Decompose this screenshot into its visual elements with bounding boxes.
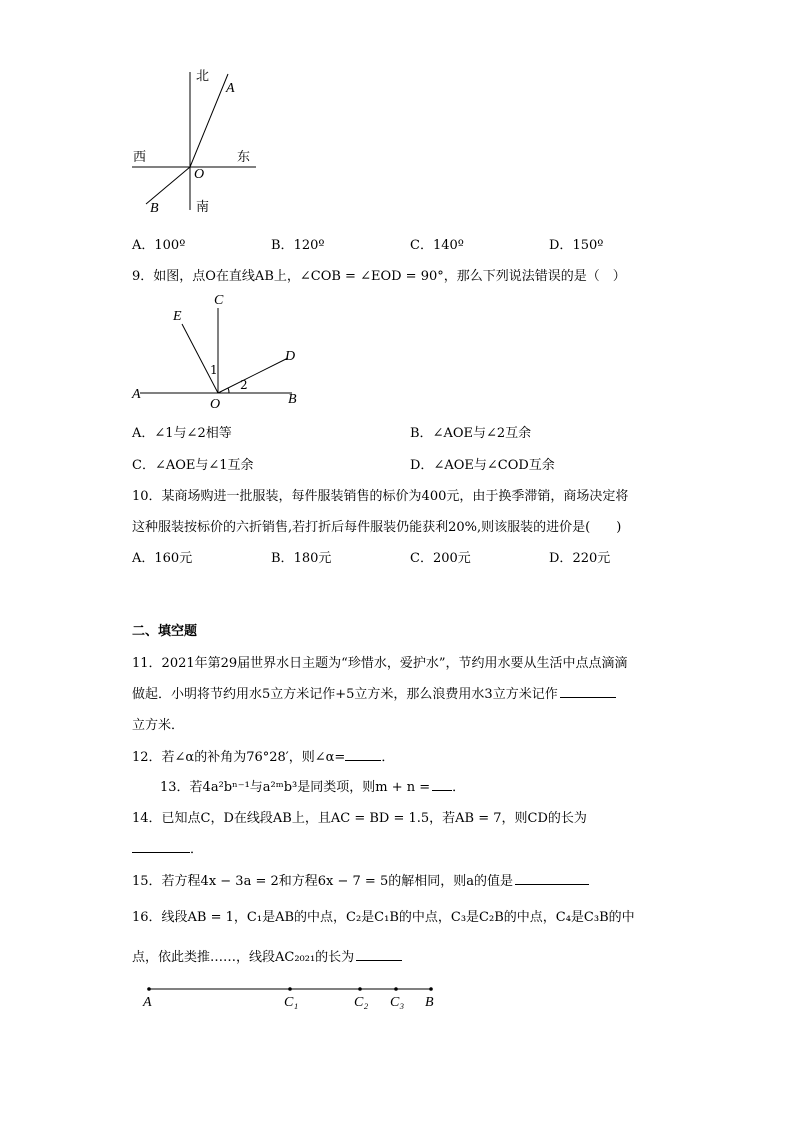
q10-option-a[interactable] bbox=[132, 547, 192, 566]
point-b-label: B bbox=[288, 392, 297, 407]
ray-od bbox=[218, 358, 288, 393]
q9-figure bbox=[130, 288, 310, 413]
option-letter: C． bbox=[410, 238, 433, 253]
q15 bbox=[132, 870, 589, 889]
q14-answer-blank[interactable] bbox=[132, 840, 190, 853]
point-c-label: C bbox=[214, 293, 224, 308]
q8-option-d[interactable] bbox=[549, 234, 603, 253]
q10-option-c[interactable] bbox=[410, 547, 471, 566]
point-c2-dot bbox=[358, 987, 362, 991]
ray-oe bbox=[182, 324, 218, 393]
option-letter: D． bbox=[549, 238, 573, 253]
option-letter: B． bbox=[271, 551, 294, 566]
q16-line-2 bbox=[132, 946, 402, 965]
q12-text: 12．若∠α的补角为76°28′，则∠α= bbox=[132, 750, 346, 765]
option-text: ∠AOE与∠2互余 bbox=[432, 426, 532, 441]
q10-line-2: 这种服装按标价的六折销售,若打折后每件服装仍能获利20%,则该服装的进价是( ) bbox=[132, 520, 622, 535]
option-letter: C． bbox=[410, 551, 433, 566]
q14-period: ． bbox=[190, 842, 204, 857]
angle-2-arc bbox=[228, 388, 229, 393]
option-text: 160元 bbox=[154, 551, 193, 566]
option-text: 200元 bbox=[432, 551, 471, 566]
q13-answer-blank[interactable] bbox=[432, 778, 452, 791]
point-e-label: E bbox=[173, 309, 182, 324]
q16-answer-blank[interactable] bbox=[356, 948, 402, 961]
option-letter: C． bbox=[132, 458, 155, 473]
option-letter: B． bbox=[271, 238, 294, 253]
q16-line-2-text: 点，依此类推……，线段AC₂₀₂₁的长为 bbox=[132, 950, 355, 965]
option-letter: A． bbox=[132, 238, 155, 253]
west-label: 西 bbox=[133, 150, 147, 165]
option-text: ∠AOE与∠COD互余 bbox=[433, 458, 555, 473]
q10-option-d[interactable] bbox=[549, 547, 610, 566]
q12 bbox=[132, 746, 394, 765]
option-letter: A． bbox=[132, 426, 155, 441]
q15-answer-blank[interactable] bbox=[515, 872, 589, 885]
angle-1-label: 1 bbox=[210, 363, 218, 377]
point-o-label: O bbox=[194, 167, 205, 182]
q8-option-b[interactable] bbox=[271, 234, 325, 253]
option-letter: D． bbox=[549, 551, 573, 566]
point-b-dot bbox=[429, 987, 433, 991]
point-c1-label: C₁ bbox=[284, 995, 299, 1010]
point-d-label: D bbox=[285, 349, 296, 364]
q10-option-b[interactable] bbox=[271, 547, 331, 566]
south-label: 南 bbox=[196, 200, 210, 215]
point-b-label: B bbox=[150, 201, 159, 216]
point-c2-label: C₂ bbox=[354, 995, 369, 1010]
q11-answer-blank[interactable] bbox=[560, 685, 616, 698]
option-letter: B． bbox=[410, 426, 433, 441]
point-a-dot bbox=[147, 987, 151, 991]
option-text: ∠1与∠2相等 bbox=[154, 426, 232, 441]
point-a-label: A bbox=[226, 81, 235, 96]
option-text: ∠AOE与∠1互余 bbox=[154, 458, 254, 473]
point-c1-dot bbox=[288, 987, 292, 991]
ray-ob bbox=[146, 167, 190, 204]
point-b-label: B bbox=[425, 995, 434, 1010]
point-a-label: A bbox=[132, 387, 141, 402]
q8-option-c[interactable] bbox=[410, 234, 464, 253]
option-text: 100º bbox=[154, 238, 186, 253]
q13-period: ． bbox=[452, 780, 466, 795]
option-text: 140º bbox=[432, 238, 464, 253]
ray-oa bbox=[190, 74, 228, 167]
q8-option-a[interactable] bbox=[132, 234, 185, 253]
q13-text: 13．若4a²bⁿ⁻¹与a²ᵐb³是同类项，则m + n = bbox=[160, 780, 431, 795]
q12-period: ． bbox=[381, 750, 395, 765]
compass-figure bbox=[130, 64, 260, 214]
option-letter: A． bbox=[132, 551, 155, 566]
q15-text: 15．若方程4x − 3a = 2和方程6x − 7 = 5的解相同，则a的值是 bbox=[132, 874, 513, 889]
option-text: 120º bbox=[293, 238, 325, 253]
q9-option-a[interactable] bbox=[132, 422, 232, 441]
q11-line-1: 11．2021年第29届世界水日主题为“珍惜水，爱护水”，节约用水要从生活中点点滴滴 bbox=[132, 656, 628, 671]
q9-stem: 9．如图，点O在直线AB上，∠COB = ∠EOD = 90°，那么下列说法错误的是（ ） bbox=[132, 269, 626, 284]
q9-option-b[interactable] bbox=[410, 422, 531, 441]
option-text: 180元 bbox=[293, 551, 332, 566]
q13 bbox=[160, 776, 465, 795]
segment-figure bbox=[135, 978, 445, 1018]
q9-option-d[interactable] bbox=[410, 454, 555, 473]
point-a-label: A bbox=[143, 995, 152, 1010]
point-c3-label: C₃ bbox=[390, 995, 405, 1010]
q10-line-1: 10．某商场购进一批服装，每件服装销售的标价为400元，由于换季滞销，商场决定将 bbox=[132, 489, 629, 504]
angle-2-label: 2 bbox=[240, 378, 248, 392]
q14-line-1: 14．已知点C，D在线段AB上，且AC = BD = 1.5，若AB = 7，则CD的长为 bbox=[132, 811, 587, 826]
q14-line-2 bbox=[132, 838, 203, 857]
q11-line-2 bbox=[132, 683, 616, 702]
point-o-label: O bbox=[210, 397, 221, 412]
option-text: 150º bbox=[572, 238, 604, 253]
option-letter: D． bbox=[410, 458, 434, 473]
q9-option-c[interactable] bbox=[132, 454, 254, 473]
point-c3-dot bbox=[394, 987, 398, 991]
q11-line-2-text: 做起．小明将节约用水5立方米记作+5立方米，那么浪费用水3立方米记作 bbox=[132, 687, 558, 702]
east-label: 东 bbox=[237, 150, 251, 165]
section-title: 二、填空题 bbox=[132, 624, 198, 639]
north-label: 北 bbox=[196, 69, 210, 84]
option-text: 220元 bbox=[572, 551, 611, 566]
q16-line-1: 16．线段AB = 1，C₁是AB的中点，C₂是C₁B的中点，C₃是C₂B的中点，C₄是C₃B的中 bbox=[132, 910, 635, 925]
q12-answer-blank[interactable] bbox=[345, 748, 381, 761]
q11-line-3: 立方米． bbox=[132, 718, 185, 733]
